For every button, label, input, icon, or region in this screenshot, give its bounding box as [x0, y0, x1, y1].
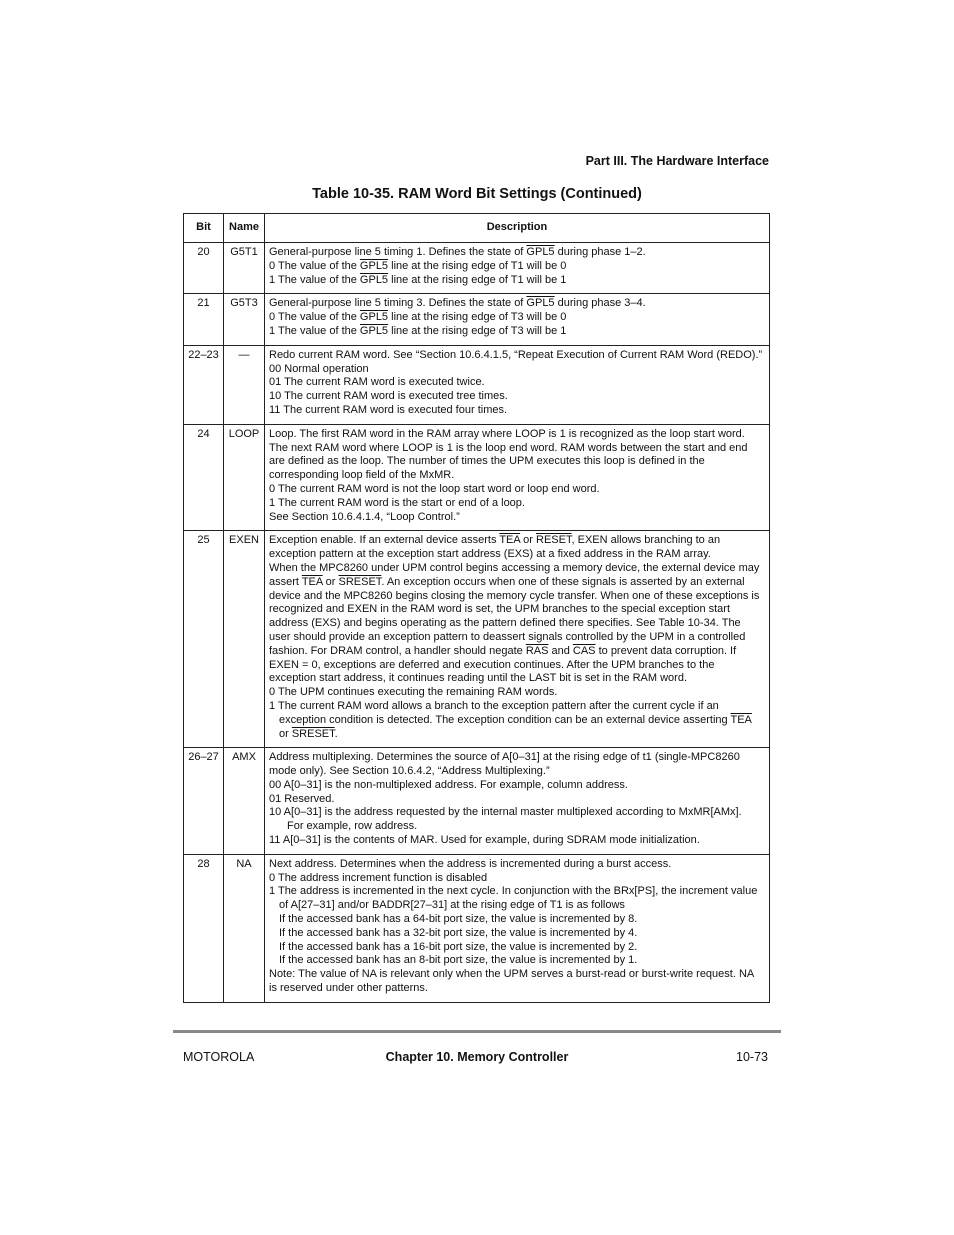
- text-span: If the accessed bank has a 32-bit port size, the value is incremented by 4.: [279, 926, 638, 939]
- active-low-signal: GPL5: [526, 297, 555, 310]
- table-row: [184, 424, 770, 531]
- description-line: 1 The current RAM word is the start or end of a loop.: [269, 496, 525, 509]
- description-line: [269, 311, 765, 325]
- description-line: Redo current RAM word. See “Section 10.6.4.1.5, “Repeat Execution of Current RAM Word (REDO).”: [269, 348, 763, 361]
- table-title: Table 10-35. RAM Word Bit Settings (Continued): [312, 186, 642, 202]
- text-span: of A[27–31] and/or BADDR[27–31] at the rising edge of T1 is as follows: [279, 899, 625, 912]
- text-span: and: [548, 644, 573, 657]
- description-line: 01 Reserved.: [269, 792, 335, 805]
- name-cell: G5T1: [224, 243, 265, 294]
- description-cell: [265, 345, 770, 424]
- text-span: Exception enable. If an external device asserts: [269, 534, 500, 547]
- description-line: corresponding loop field of the MxMR.: [269, 469, 455, 482]
- name-cell: —: [224, 345, 265, 424]
- description-line: 00 Normal operation: [269, 362, 369, 375]
- description-line: [269, 820, 765, 834]
- description-line: When the MPC8260 under UPM control begins accessing a memory device, the external device may: [269, 561, 760, 574]
- description-line: [269, 576, 765, 590]
- active-low-signal: GPL5: [359, 273, 389, 286]
- text-span: For example, row address.: [287, 820, 418, 833]
- table-body: [184, 243, 770, 1003]
- footer-publisher: MOTOROLA: [183, 1050, 255, 1064]
- active-low-signal: $\overline{RAS}$: [525, 644, 549, 657]
- text-span: If the accessed bank has a 16-bit port size, the value is incremented by 2.: [279, 940, 638, 953]
- text-span: line at the rising edge of T3 will be 1: [388, 324, 567, 337]
- text-span: assert: [269, 575, 302, 588]
- bit-cell: 28: [184, 854, 224, 1002]
- description-line: 01 The current RAM word is executed twice.: [269, 376, 485, 389]
- text-span: .: [334, 727, 338, 740]
- description-line: 0 The UPM continues executing the remaining RAM words.: [269, 686, 558, 699]
- text-span: If the accessed bank has a 64-bit port size, the value is incremented by 8.: [279, 913, 638, 926]
- text-span: 1 The value of the: [269, 273, 360, 286]
- description-line: recognized and EXEN in the RAM word is set, the UPM branches to the special exception start: [269, 603, 731, 616]
- column-header-bit: Bit: [184, 214, 224, 243]
- name-cell: G5T3: [224, 294, 265, 345]
- text-span: line at the rising edge of T1 will be 0: [388, 259, 567, 272]
- active-low-signal: SRESET: [338, 575, 382, 588]
- name-cell: LOOP: [224, 424, 265, 531]
- bit-cell: 24: [184, 424, 224, 531]
- description-line: [269, 297, 765, 311]
- description-line: 0 The address increment function is disabled: [269, 871, 488, 884]
- bit-cell: 20: [184, 243, 224, 294]
- text-span: line at the rising edge of T1 will be 1: [388, 273, 567, 286]
- active-low-signal: GPL5: [359, 311, 389, 324]
- description-line: is reserved under other patterns.: [269, 982, 428, 995]
- column-header-description: Description: [265, 214, 770, 243]
- description-line: EXEN = 0, exceptions are deferred and execution continues. After the UPM branches to the: [269, 658, 715, 671]
- description-line: 10 The current RAM word is executed tree times.: [269, 390, 508, 403]
- description-line: [269, 260, 765, 274]
- description-line: [269, 714, 765, 728]
- description-line: exception start address, it continues reading until the LAST bit is set in the RAM word.: [269, 672, 688, 685]
- description-line: Loop. The first RAM word in the RAM array where LOOP is 1 is recognized as the loop start word.: [269, 427, 745, 440]
- description-line: [269, 954, 765, 968]
- description-cell: [265, 424, 770, 531]
- description-line: device and the MPC8260 begins closing the memory cycle transfer. When one of these exceptions is: [269, 589, 760, 602]
- description-cell: [265, 748, 770, 855]
- ram-word-bit-table: [183, 213, 770, 1003]
- description-line: The next RAM word where LOOP is 1 is the loop end word. RAM words between the start and end: [269, 441, 748, 454]
- description-line: 00 A[0–31] is the non-multiplexed address. For example, column address.: [269, 778, 628, 791]
- description-line: [269, 728, 765, 742]
- text-span: If the accessed bank has an 8-bit port size, the value is incremented by 1.: [279, 954, 638, 967]
- bit-cell: 21: [184, 294, 224, 345]
- footer-page-number: 10-73: [736, 1050, 768, 1064]
- bit-cell: 25: [184, 531, 224, 748]
- description-cell: [265, 243, 770, 294]
- table-header-row: [184, 214, 770, 243]
- text-span: , EXEN allows branching to an: [571, 534, 721, 547]
- text-span: General-purpose line 5 timing 1. Defines the state of: [269, 246, 527, 258]
- text-span: exception condition is detected. The exception condition can be an external device asserting: [279, 713, 731, 726]
- active-low-signal: SRESET: [291, 727, 335, 740]
- description-line: 1 The current RAM word allows a branch to the exception pattern after the current cycle if an: [269, 699, 719, 712]
- description-line: user should provide an exception pattern to deassert signals controlled by the UPM in a controlled: [269, 630, 746, 643]
- text-span: or: [279, 727, 292, 740]
- name-cell: EXEN: [224, 531, 265, 748]
- description-cell: [265, 531, 770, 748]
- description-line: [269, 899, 765, 913]
- description-line: [269, 645, 765, 659]
- description-line: Next address. Determines when the address is incremented during a burst access.: [269, 857, 672, 870]
- description-line: [269, 941, 765, 955]
- text-span: during phase 3–4.: [554, 297, 646, 310]
- running-header: Part III. The Hardware Interface: [585, 154, 769, 168]
- description-line: Note: The value of NA is relevant only when the UPM serves a burst-read or burst-write request. NA: [269, 968, 755, 981]
- description-line: 11 A[0–31] is the contents of MAR. Used for example, during SDRAM mode initialization.: [269, 834, 700, 847]
- text-span: or: [520, 534, 537, 547]
- text-span: to prevent data corruption. If: [595, 644, 737, 657]
- table-row: [184, 748, 770, 855]
- description-line: 11 The current RAM word is executed four times.: [269, 403, 508, 416]
- bit-cell: 22–23: [184, 345, 224, 424]
- active-low-signal: RESET: [536, 534, 572, 547]
- description-line: 1 The address is incremented in the next cycle. In conjunction with the BRx[PS], the increment value: [269, 885, 758, 898]
- description-line: [269, 274, 765, 288]
- active-low-signal: $\overline{TEA}$: [730, 713, 752, 726]
- description-cell: [265, 854, 770, 1002]
- active-low-signal: $\overline{TEA}$: [499, 534, 521, 547]
- description-line: [269, 913, 765, 927]
- bit-cell: 26–27: [184, 748, 224, 855]
- footer-chapter: Chapter 10. Memory Controller: [385, 1050, 569, 1064]
- description-line: [269, 534, 765, 548]
- description-line: 0 The current RAM word is not the loop start word or loop end word.: [269, 482, 600, 495]
- text-span: 1 The value of the: [269, 324, 360, 337]
- active-low-signal: $\overline{CAS}$: [572, 644, 596, 657]
- description-line: exception pattern at the exception start address (EXS) at a fixed address in the RAM array.: [269, 548, 711, 561]
- active-low-signal: $\overline{TEA}$: [301, 575, 323, 588]
- description-cell: [265, 294, 770, 345]
- active-low-signal: GPL5: [359, 259, 389, 272]
- description-line: mode only). See Section 10.6.4.2, “Address Multiplexing.”: [269, 765, 550, 778]
- table-row: [184, 345, 770, 424]
- name-cell: NA: [224, 854, 265, 1002]
- column-header-name: Name: [224, 214, 265, 243]
- text-span: fashion. For DRAM control, a handler should negate: [269, 644, 526, 657]
- table-row: [184, 294, 770, 345]
- description-line: [269, 927, 765, 941]
- description-line: are defined as the loop. The number of times the UPM executes this loop is defined in the: [269, 455, 705, 468]
- text-span: 0 The value of the: [269, 311, 360, 324]
- table-row: [184, 531, 770, 748]
- text-span: line at the rising edge of T3 will be 0: [388, 311, 567, 324]
- description-line: See Section 10.6.4.1.4, “Loop Control.”: [269, 510, 460, 523]
- description-line: [269, 246, 765, 260]
- table-row: [184, 854, 770, 1002]
- footer-rule: [173, 1030, 781, 1033]
- description-line: [269, 325, 765, 339]
- description-line: address (EXS) and begins operating as the pattern defined there specifies. See Table 10-34. The: [269, 617, 741, 630]
- text-span: during phase 1–2.: [554, 246, 646, 258]
- description-line: 10 A[0–31] is the address requested by the internal master multiplexed according to MxMR[AMx].: [269, 806, 742, 819]
- description-line: Address multiplexing. Determines the source of A[0–31] at the rising edge of t1 (single-MPC8260: [269, 751, 740, 764]
- text-span: or: [322, 575, 339, 588]
- table-row: [184, 243, 770, 294]
- name-cell: AMX: [224, 748, 265, 855]
- text-span: . An exception occurs when one of these signals is asserted by an external: [381, 575, 745, 588]
- active-low-signal: GPL5: [359, 324, 389, 337]
- text-span: 0 The value of the: [269, 259, 360, 272]
- active-low-signal: GPL5: [526, 246, 555, 258]
- text-span: General-purpose line 5 timing 3. Defines the state of: [269, 297, 527, 310]
